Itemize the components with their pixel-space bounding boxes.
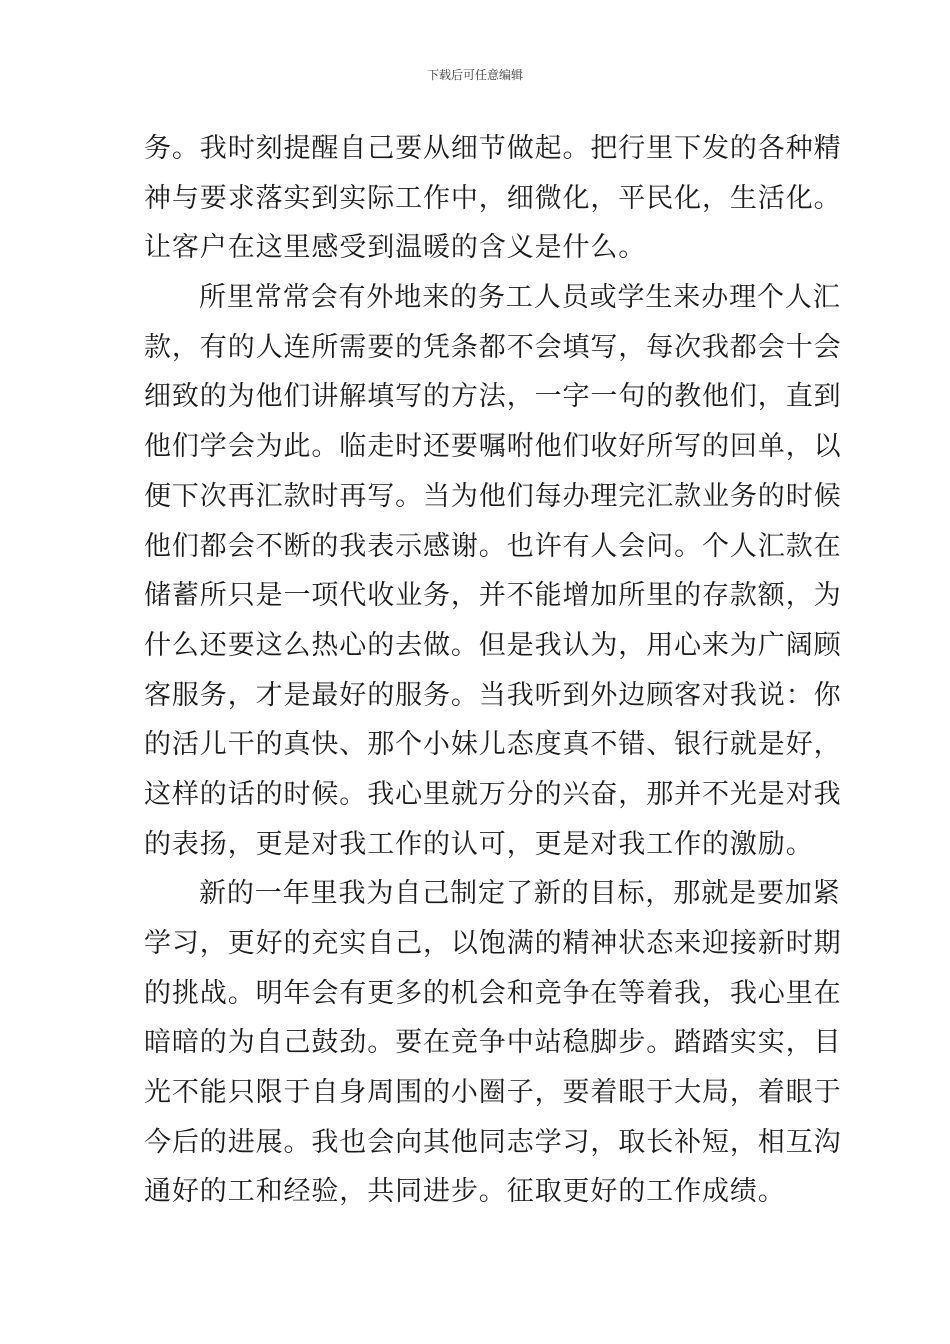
text-line: 细致的为他们讲解填写的方法，一字一句的教他们，直到 [144,381,842,413]
paragraph [144,273,842,869]
text-line: 所里常常会有外地来的务工人员或学生来办理个人汇 [199,282,841,314]
paragraph [144,869,842,1217]
text-line: 今后的进展。我也会向其他同志学习，取长补短，相互沟 [144,1126,842,1158]
text-line: 客服务，才是最好的服务。当我听到外边顾客对我说：你 [144,679,842,711]
text-line: 他们都会不断的我表示感谢。也许有人会问。个人汇款在 [144,530,842,562]
text-line: 的挑战。明年会有更多的机会和竞争在等着我，我心里在 [144,977,842,1009]
text-line: 暗暗的为自己鼓劲。要在竞争中站稳脚步。踏踏实实，目 [144,1027,842,1059]
text-line: 什么还要这么热心的去做。但是我认为，用心来为广阔顾 [144,629,842,661]
text-line: 神与要求落实到实际工作中，细微化，平民化，生活化。 [144,182,842,214]
text-line: 让客户在这里感受到温暖的含义是什么。 [144,232,647,264]
text-line: 这样的话的时候。我心里就万分的兴奋，那并不光是对我 [144,778,842,810]
text-line: 储蓄所只是一项代收业务，并不能增加所里的存款额，为 [144,580,842,612]
text-line: 便下次再汇款时再写。当为他们每办理完汇款业务的时候 [144,480,842,512]
text-line: 款，有的人连所需要的凭条都不会填写，每次我都会十会 [144,331,842,363]
document-body [144,124,842,1217]
text-line: 光不能只限于自身周围的小圈子，要着眼于大局，着眼于 [144,1077,842,1109]
text-line: 通好的工和经验，共同进步。征取更好的工作成绩。 [144,1176,786,1208]
text-line: 他们学会为此。临走时还要嘱咐他们收好所写的回单，以 [144,431,842,463]
text-line: 新的一年里我为自己制定了新的目标，那就是要加紧 [199,878,841,910]
text-line: 务。我时刻提醒自己要从细节做起。把行里下发的各种精 [144,133,842,164]
page-header: 下载后可任意编辑 [426,68,523,82]
text-line: 学习，更好的充实自己，以饱满的精神状态来迎接新时期 [144,928,842,959]
text-line: 的活儿干的真快、那个小妹儿态度真不错、银行就是好， [144,729,842,761]
paragraph [144,124,842,273]
text-line: 的表扬，更是对我工作的认可，更是对我工作的激励。 [144,828,814,860]
